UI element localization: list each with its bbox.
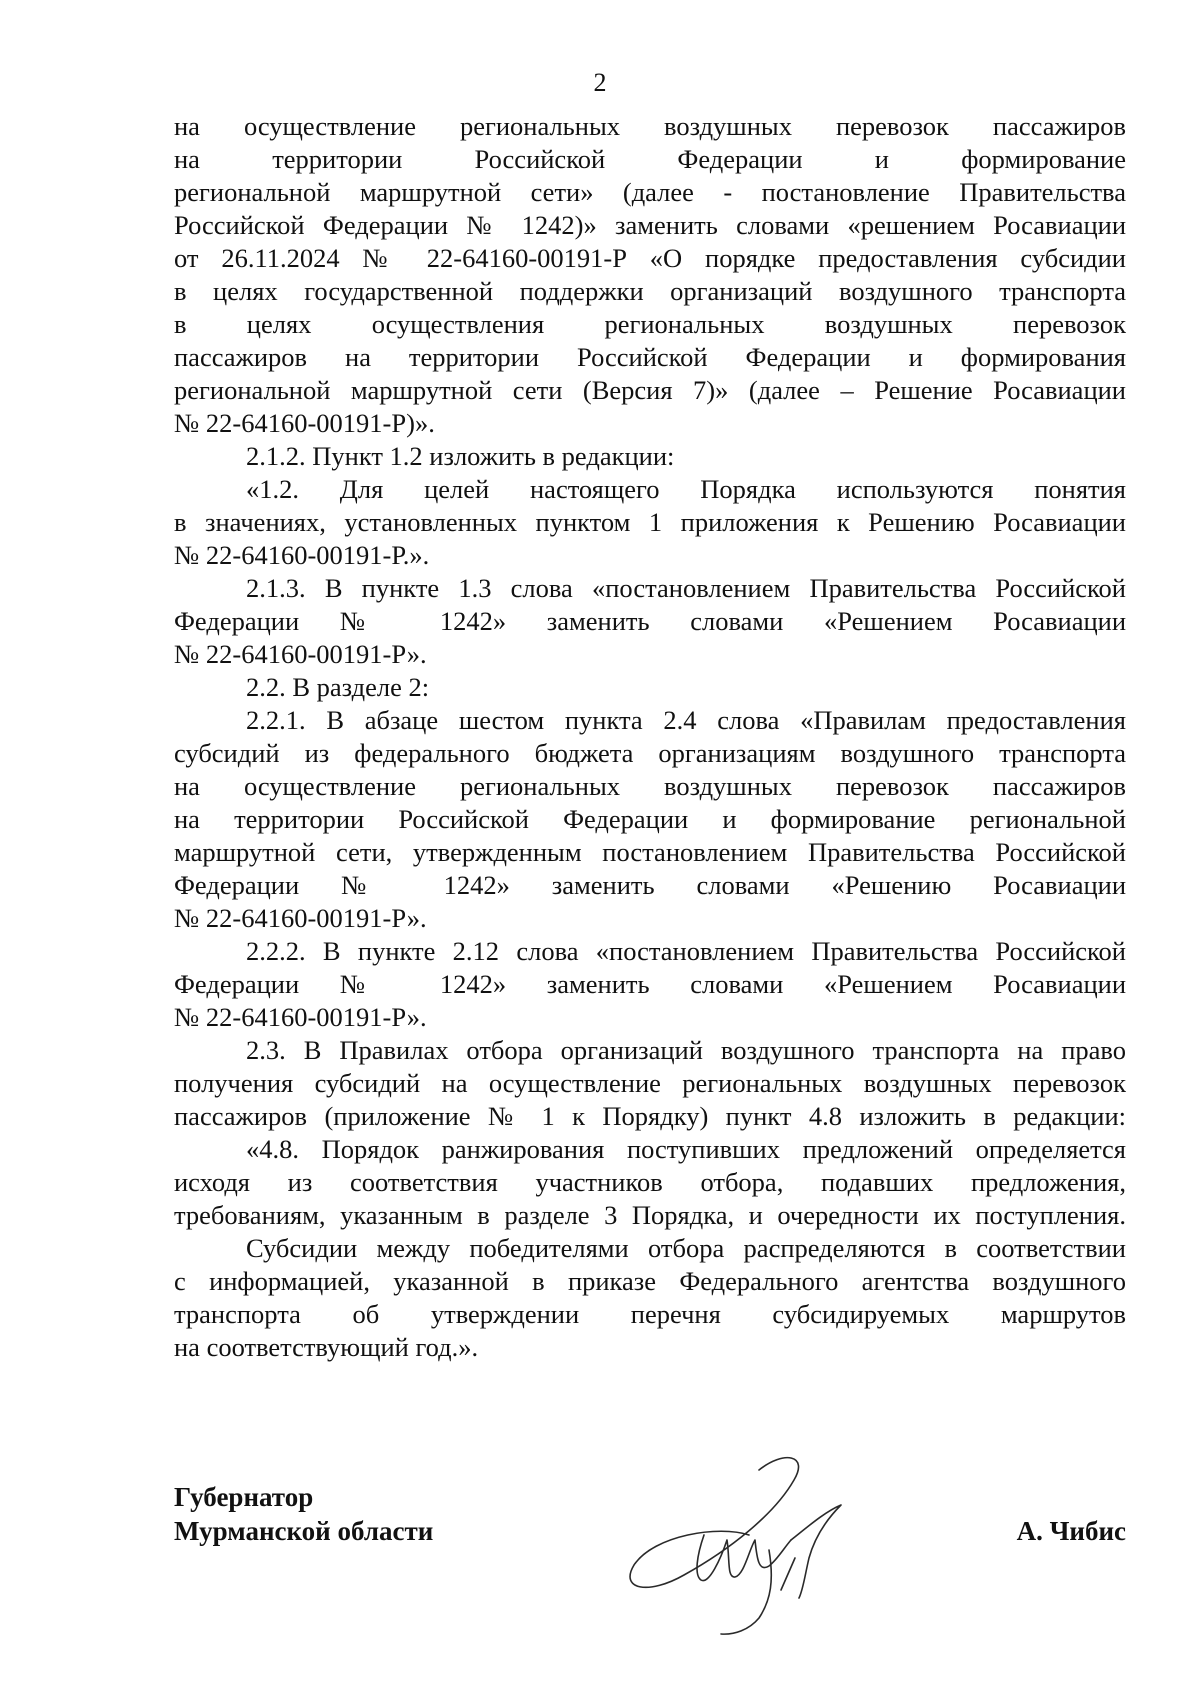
text-line: пассажиров на территории Российской Федерации и формирования bbox=[174, 342, 1126, 372]
text-line: 2.1.3. В пункте 1.3 слова «постановлением Правительства Российской bbox=[246, 573, 1126, 603]
text-line: 2.3. В Правилах отбора организаций воздушного транспорта на право bbox=[246, 1035, 1126, 1065]
text-line: с информацией, указанной в приказе Федерального агентства воздушного bbox=[174, 1266, 1126, 1296]
text-line: Федерации № 1242» заменить словами «Решением Росавиации bbox=[174, 606, 1126, 636]
text-line: на территории Российской Федерации и формирование региональной bbox=[174, 804, 1126, 834]
text-line: 2.2. В разделе 2: bbox=[246, 672, 430, 702]
text-line: Российской Федерации № 1242)» заменить словами «решением Росавиации bbox=[174, 210, 1126, 240]
text-line: региональной маршрутной сети (Версия 7)» (далее – Решение Росавиации bbox=[174, 375, 1126, 405]
text-line: 2.2.1. В абзаце шестом пункта 2.4 слова «Правилам предоставления bbox=[246, 705, 1126, 735]
text-line: на соответствующий год.». bbox=[174, 1332, 479, 1362]
signature-stroke bbox=[791, 1505, 841, 1598]
text-line: № 22-64160-00191-Р)». bbox=[174, 408, 435, 438]
text-line: 2.1.2. Пункт 1.2 изложить в редакции: bbox=[246, 441, 675, 471]
text-line: на осуществление региональных воздушных перевозок пассажиров bbox=[174, 111, 1126, 141]
text-line: на осуществление региональных воздушных перевозок пассажиров bbox=[174, 771, 1126, 801]
text-line: № 22-64160-00191-Р». bbox=[174, 639, 427, 669]
handwritten-signature bbox=[609, 1440, 859, 1640]
text-line: № 22-64160-00191-Р». bbox=[174, 903, 427, 933]
page-number: 2 bbox=[593, 68, 607, 97]
text-line: транспорта об утверждении перечня субсидируемых маршрутов bbox=[174, 1299, 1126, 1329]
text-line: Федерации № 1242» заменить словами «Решению Росавиации bbox=[174, 870, 1126, 900]
text-line: «4.8. Порядок ранжирования поступивших предложений определяется bbox=[246, 1134, 1126, 1164]
text-line: 2.2.2. В пункте 2.12 слова «постановлением Правительства Российской bbox=[246, 936, 1126, 966]
text-line: в целях осуществления региональных воздушных перевозок bbox=[174, 309, 1126, 339]
text-line: получения субсидий на осуществление региональных воздушных перевозок bbox=[174, 1068, 1126, 1098]
text-line: пассажиров (приложение № 1 к Порядку) пункт 4.8 изложить в редакции: bbox=[174, 1101, 1126, 1131]
signatory-title-line: Губернатор bbox=[174, 1482, 314, 1512]
text-line: Федерации № 1242» заменить словами «Решением Росавиации bbox=[174, 969, 1126, 999]
signatory-title bbox=[174, 1480, 433, 1548]
signatory-title-line: Мурманской области bbox=[174, 1516, 434, 1546]
text-line: № 22-64160-00191-Р». bbox=[174, 1002, 427, 1032]
text-line: от 26.11.2024 № 22-64160-00191-Р «О порядке предоставления субсидии bbox=[174, 243, 1126, 273]
text-line: в значениях, установленных пунктом 1 приложения к Решению Росавиации bbox=[174, 507, 1126, 537]
text-line: Субсидии между победителями отбора распределяются в соответствии bbox=[246, 1233, 1126, 1263]
signature-block bbox=[174, 1480, 1126, 1630]
signatory-name: А. Чибис bbox=[1016, 1516, 1126, 1546]
text-line: требованиям, указанным в разделе 3 Порядка, и очередности их поступления. bbox=[174, 1200, 1126, 1230]
text-line: исходя из соответствия участников отбора, подавших предложения, bbox=[174, 1167, 1126, 1197]
text-line: региональной маршрутной сети» (далее - постановление Правительства bbox=[174, 177, 1126, 207]
text-line: № 22-64160-00191-Р.». bbox=[174, 540, 430, 570]
signature-stroke bbox=[781, 1558, 795, 1590]
document-body bbox=[174, 110, 1126, 1364]
text-line: «1.2. Для целей настоящего Порядка используются понятия bbox=[246, 474, 1126, 504]
text-line: в целях государственной поддержки организаций воздушного транспорта bbox=[174, 276, 1126, 306]
text-line: субсидий из федерального бюджета организациям воздушного транспорта bbox=[174, 738, 1126, 768]
text-line: маршрутной сети, утвержденным постановлением Правительства Российской bbox=[174, 837, 1126, 867]
text-line: на территории Российской Федерации и формирование bbox=[174, 144, 1126, 174]
